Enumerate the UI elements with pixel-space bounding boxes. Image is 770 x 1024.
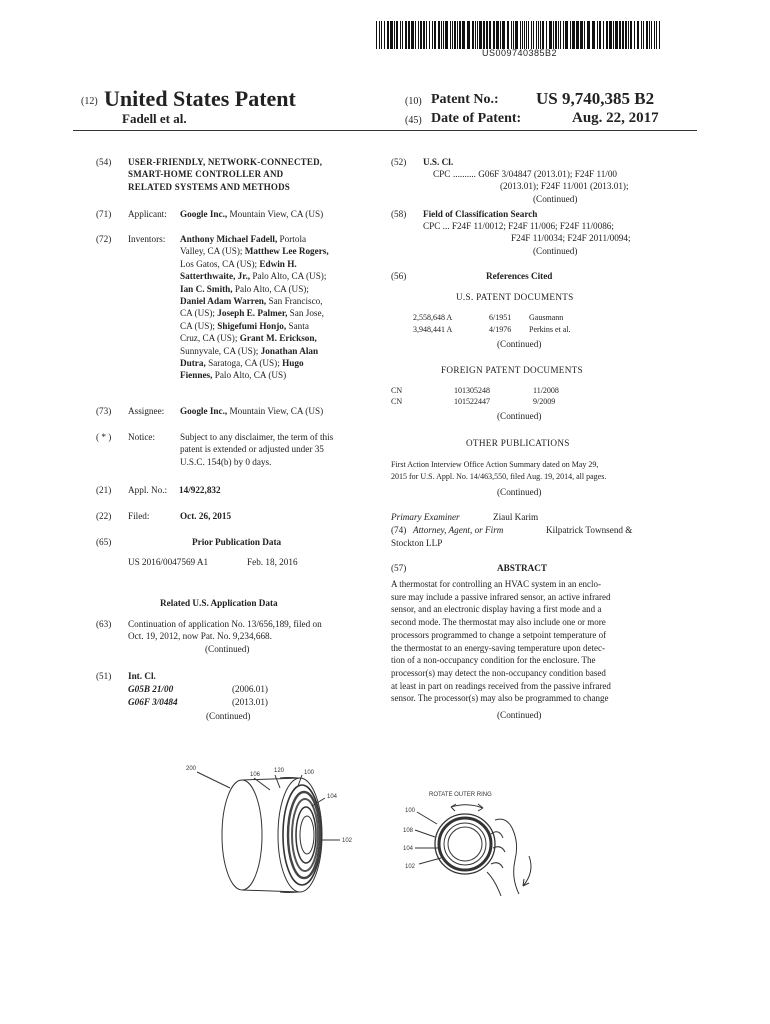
inventor-location: Palo Alto, CA (US); [250,271,327,282]
barcode-bar [502,21,505,49]
barcode-bar [387,21,389,49]
thermostat-perspective-figure [170,760,370,910]
barcode-bar [396,21,398,49]
inventor-location: Valley, CA (US); [180,246,245,257]
inventors-list [180,233,329,382]
barcode-bar [511,21,512,49]
inventor-line [180,320,329,332]
inid-code-65: (65) [96,537,112,547]
continued-note: (Continued) [533,194,578,204]
prior-publication-heading: Prior Publication Data [192,537,282,547]
continued-note: (Continued) [497,339,542,349]
label-104: 104 [403,846,414,852]
foreign-ref-number: 101305248 [454,386,490,395]
inid-code-74: (74) [391,525,407,535]
barcode-bar [603,21,604,49]
abstract-line: processors programmed to change a setpoint temperature of [391,629,607,640]
barcode-bar [599,21,601,49]
barcode-bar [558,21,559,49]
barcode-bar [597,21,598,49]
barcode-bar [423,21,425,49]
label-120: 120 [274,768,285,774]
inid-code-63: (63) [96,619,112,629]
barcode-bar [538,21,539,49]
inid-code-22: (22) [96,511,112,521]
label-100: 100 [405,808,416,814]
title-line: RELATED SYSTEMS AND METHODS [128,181,291,192]
inventor-location: Los Gatos, CA (US); [180,258,260,269]
barcode-bar [533,21,534,49]
barcode-bar [654,21,655,49]
barcode-bar [496,21,499,49]
inid-code-72: (72) [96,234,112,244]
other-publication-line: 2015 for U.S. Appl. No. 14/463,550, filed Aug. 19, 2014, all pages. [391,472,607,481]
applicant [180,208,323,220]
inid-code-52: (52) [391,157,407,167]
int-cl-heading: Int. Cl. [128,671,156,681]
barcode-bar [394,21,395,49]
barcode-bar [489,21,491,49]
inventor-line [180,307,329,319]
inventor-line [180,332,329,344]
barcode-bar [619,21,621,49]
barcode-bar [587,21,590,49]
us-cl-line: (2013.01); F24F 11/001 (2013.01); [500,181,629,191]
inventor-name: Anthony Michael Fadell, [180,234,278,244]
prior-publication-number: US 2016/0047569 A1 [128,557,209,567]
barcode-bar [584,21,585,49]
barcode-bar [522,21,523,49]
continuation-line: Oct. 19, 2012, now Pat. No. 9,234,668. [128,631,272,642]
barcode-bar [441,21,442,49]
inventor-line [180,233,329,245]
assignee-name: Google Inc., [180,406,228,416]
label-200: 200 [186,766,197,772]
int-cl-year: (2013.01) [232,697,268,707]
inid-code-57: (57) [391,563,407,573]
abstract-line: tion of a non-occupancy condition for the enclosure. The [391,655,596,666]
inventor-line [180,258,329,270]
us-patent-documents-heading: U.S. PATENT DOCUMENTS [456,292,574,302]
us-cl-line: .......... G06F 3/04847 (2013.01); F24F 11/00 [453,169,618,179]
other-publications-heading: OTHER PUBLICATIONS [466,438,570,448]
inventor-location: CA (US); [180,308,218,319]
abstract-line: sure may include a passive infrared sensor, an active infrared [391,591,611,602]
foreign-ref-country: CN [391,397,403,406]
abstract-line: at least in part on readings received from the passive infrared [391,680,611,691]
applicant-name: Google Inc., [180,209,228,219]
title-line: USER-FRIENDLY, NETWORK-CONNECTED, [128,157,323,167]
inid-code-71: (71) [96,209,112,219]
authors: Fadell et al. [122,111,187,126]
foreign-ref-date: 9/2009 [533,397,556,406]
barcode-bar [563,21,564,49]
barcode [376,21,663,49]
barcode-bar [570,21,571,49]
notice-line: Subject to any disclaimer, the term of this [180,432,334,442]
foreign-patent-documents-heading: FOREIGN PATENT DOCUMENTS [441,365,583,375]
barcode-bar [450,21,451,49]
barcode-bar [613,21,614,49]
barcode-bar [576,21,579,49]
barcode-bar [376,21,377,49]
inid-code-73: (73) [96,406,112,416]
date-of-patent: Aug. 22, 2017 [572,110,659,126]
inventor-name: Ian C. Smith, [180,283,233,294]
int-cl-year: (2006.01) [232,684,268,694]
barcode-bar [531,21,532,49]
inventor-name: Daniel Adam Warren, [180,296,267,307]
primary-examiner-label: Primary Examiner [391,512,460,522]
inventor-name: Fiennes, [180,370,213,381]
continued-note: (Continued) [205,644,250,654]
barcode-number: US009740385B2 [481,48,558,58]
barcode-bar [459,21,461,49]
primary-examiner-name: Ziaul Karim [493,512,539,522]
inventor-line [180,357,329,369]
title-line: SMART-HOME CONTROLLER AND [128,169,284,180]
barcode-bar [420,21,422,49]
inventor-location: Saratoga, CA (US); [205,358,283,369]
inventor-name: Dutra, [180,358,206,369]
barcode-bar [549,21,552,49]
inventor-name: Jonathan Alan [260,345,319,356]
inventor-location: Palo Alto, CA (US); [232,283,309,294]
patent-number-label: Patent No.: [431,92,499,107]
inid-code-51: (51) [96,671,112,681]
barcode-bar [493,21,495,49]
filed-label: Filed: [128,511,150,521]
abstract-line: sensor. The processor(s) may also be programmed to change [391,693,609,704]
barcode-bar [606,21,608,49]
barcode-bar [637,21,639,49]
assignee-location: Mountain View, CA (US) [227,406,324,416]
invention-title [128,156,322,193]
barcode-bar [507,21,509,49]
continued-note: (Continued) [497,710,542,720]
barcode-bar [415,21,416,49]
us-ref-number: 3,948,441 A [413,325,453,334]
notice-label: Notice: [128,432,156,442]
barcode-bar [536,21,537,49]
appl-no-label: Appl. No.: [128,485,168,495]
assignee [180,405,323,417]
inventor-line [180,245,329,257]
us-cl-heading: U.S. Cl. [423,157,454,167]
inid-code-45: (45) [405,115,422,126]
barcode-bar [515,21,518,49]
barcode-bar [483,21,485,49]
barcode-bar [426,21,427,49]
barcode-bar [384,21,385,49]
inventor-name: Satterthwaite, Jr., [180,271,251,282]
barcode-bar [408,21,410,49]
barcode-bar [438,21,440,49]
inventor-line [180,345,329,357]
abstract-line: A thermostat for controlling an HVAC system in an enclo- [391,579,602,589]
label-108: 108 [403,828,414,834]
us-ref-name: Gausmann [529,313,564,322]
abstract-heading: ABSTRACT [497,563,548,573]
inid-code-58: (58) [391,209,407,219]
notice-line: patent is extended or adjusted under 35 [180,444,324,455]
us-ref-name: Perkins et al. [529,325,571,334]
barcode-bar [634,21,635,49]
label-102: 102 [342,838,353,844]
inventor-name: Hugo [282,358,304,369]
int-cl-code: G05B 21/00 [128,684,174,694]
inid-code-54: (54) [96,157,112,167]
barcode-bar [572,21,575,49]
barcode-bar [609,21,612,49]
barcode-bar [472,21,474,49]
inventor-line [180,270,329,282]
attorney-label: Attorney, Agent, or Firm [413,525,504,535]
continued-note: (Continued) [497,411,542,421]
us-ref-number: 2,558,648 A [413,313,453,322]
barcode-bar [379,21,380,49]
filed-date: Oct. 26, 2015 [180,511,232,521]
inid-code-12: (12) [81,96,98,107]
us-ref-date: 4/1976 [489,325,512,334]
barcode-bar [479,21,482,49]
inventor-name: Joseph E. Palmer, [217,308,288,319]
inid-code-10: (10) [405,96,422,107]
barcode-bar [411,21,414,49]
applicant-location: Mountain View, CA (US) [227,209,324,219]
abstract-line: the thermostat to an energy-saving temperature upon detec- [391,642,606,653]
barcode-bar [454,21,456,49]
abstract-text [391,578,664,705]
foreign-ref-date: 11/2008 [533,386,559,395]
inventor-location: Portola [277,234,307,244]
inventor-line [180,295,329,307]
barcode-bar [381,21,382,49]
barcode-bar [452,21,453,49]
barcode-bar [526,21,527,49]
barcode-bar [486,21,488,49]
rotate-ring-figure [395,782,555,907]
document-type-title: United States Patent [104,86,296,111]
continued-note: (Continued) [533,246,578,256]
field-of-search-heading: Field of Classification Search [423,209,538,219]
field-of-search-line: CPC ... F24F 11/0012; F24F 11/006; F24F 11/0086; [423,221,614,231]
barcode-bar [592,21,595,49]
inventor-name: Grant M. Erickson, [239,333,317,344]
barcode-bar [402,21,403,49]
barcode-bar [643,21,644,49]
label-106: 106 [250,772,261,778]
inventor-location: Santa [286,320,309,331]
barcode-bar [622,21,624,49]
references-cited-heading: References Cited [486,271,553,281]
label-104: 104 [327,794,338,800]
inventor-name: Edwin H. [259,258,297,269]
continued-note: (Continued) [206,711,251,721]
label-100: 100 [304,770,315,776]
barcode-bar [462,21,465,49]
us-ref-date: 6/1951 [489,313,512,322]
barcode-bar [434,21,436,49]
field-of-search-line: F24F 11/0034; F24F 2011/0094; [511,233,631,243]
barcode-bar [429,21,430,49]
barcode-bar [528,21,529,49]
other-publication [391,459,606,483]
barcode-bar [630,21,632,49]
date-of-patent-label: Date of Patent: [431,111,522,126]
notice-marker: ( * ) [96,432,112,442]
barcode-bar [565,21,568,49]
inventors-label: Inventors: [128,234,166,244]
prior-publication-date: Feb. 18, 2016 [247,557,298,567]
appl-no: 14/922,832 [179,485,221,495]
inventor-name: Matthew Lee Rogers, [244,246,329,257]
applicant-label: Applicant: [128,209,167,219]
continuation-text [128,618,322,643]
barcode-bar [445,21,448,49]
inventor-line [180,369,329,381]
barcode-bar [400,21,401,49]
inventor-location: CA (US); [180,320,218,331]
abstract-line: sensor, and an electronic display having a first mode and a [391,604,602,615]
inventor-location: Palo Alto, CA (US) [212,370,287,381]
notice-line: U.S.C. 154(b) by 0 days. [180,456,272,467]
barcode-bar [500,21,501,49]
abstract-line: second mode. The thermostat may also include one or more [391,617,606,628]
attorney-line: Kilpatrick Townsend & [546,525,633,535]
barcode-bar [467,21,470,49]
barcode-bar [646,21,648,49]
attorney-line: Stockton LLP [391,538,443,548]
barcode-bar [540,21,541,49]
barcode-bar [641,21,642,49]
inventor-location: San Jose, [287,308,324,319]
barcode-bar [553,21,554,49]
inventor-location: San Francisco, [266,296,323,307]
inid-code-21: (21) [96,485,112,495]
barcode-bar [615,21,618,49]
inventor-line [180,283,329,295]
rotate-outer-ring-caption: ROTATE OUTER RING [429,792,492,798]
barcode-bar [555,21,557,49]
barcode-bar [457,21,458,49]
assignee-label: Assignee: [128,406,165,416]
barcode-bar [580,21,583,49]
barcode-bar [560,21,561,49]
barcode-bar [628,21,629,49]
barcode-bar [546,21,547,49]
inid-code-56: (56) [391,271,407,281]
barcode-bar [513,21,514,49]
barcode-bar [524,21,525,49]
foreign-ref-country: CN [391,386,403,395]
barcode-bar [656,21,657,49]
inventor-location: Sunnyvale, CA (US); [180,345,261,356]
related-application-heading: Related U.S. Application Data [160,598,278,608]
patent-number: US 9,740,385 B2 [536,89,655,108]
barcode-bar [651,21,652,49]
cpc-label: CPC [433,169,451,179]
barcode-bar [390,21,393,49]
label-102: 102 [405,864,416,870]
barcode-bar [649,21,650,49]
continued-note: (Continued) [497,487,542,497]
barcode-bar [542,21,544,49]
other-publication-line: First Action Interview Office Action Summary dated on May 29, [391,460,599,469]
barcode-bar [443,21,444,49]
barcode-bar [432,21,433,49]
abstract-line: processor(s) may detect the non-occupancy condition based [391,667,606,678]
barcode-bar [520,21,521,49]
inventor-location: Cruz, CA (US); [180,333,240,344]
barcode-bar [405,21,407,49]
continuation-line: Continuation of application No. 13/656,189, filed on [128,619,322,629]
barcode-bar [475,21,476,49]
foreign-ref-number: 101522447 [454,397,490,406]
barcode-bar [659,21,660,49]
notice-text [180,431,370,468]
header-divider [73,130,697,131]
barcode-bar [625,21,627,49]
barcode-bar [477,21,478,49]
inventor-name: Shigefumi Honjo, [217,320,287,331]
int-cl-code: G06F 3/0484 [128,697,178,707]
barcode-bar [418,21,419,49]
